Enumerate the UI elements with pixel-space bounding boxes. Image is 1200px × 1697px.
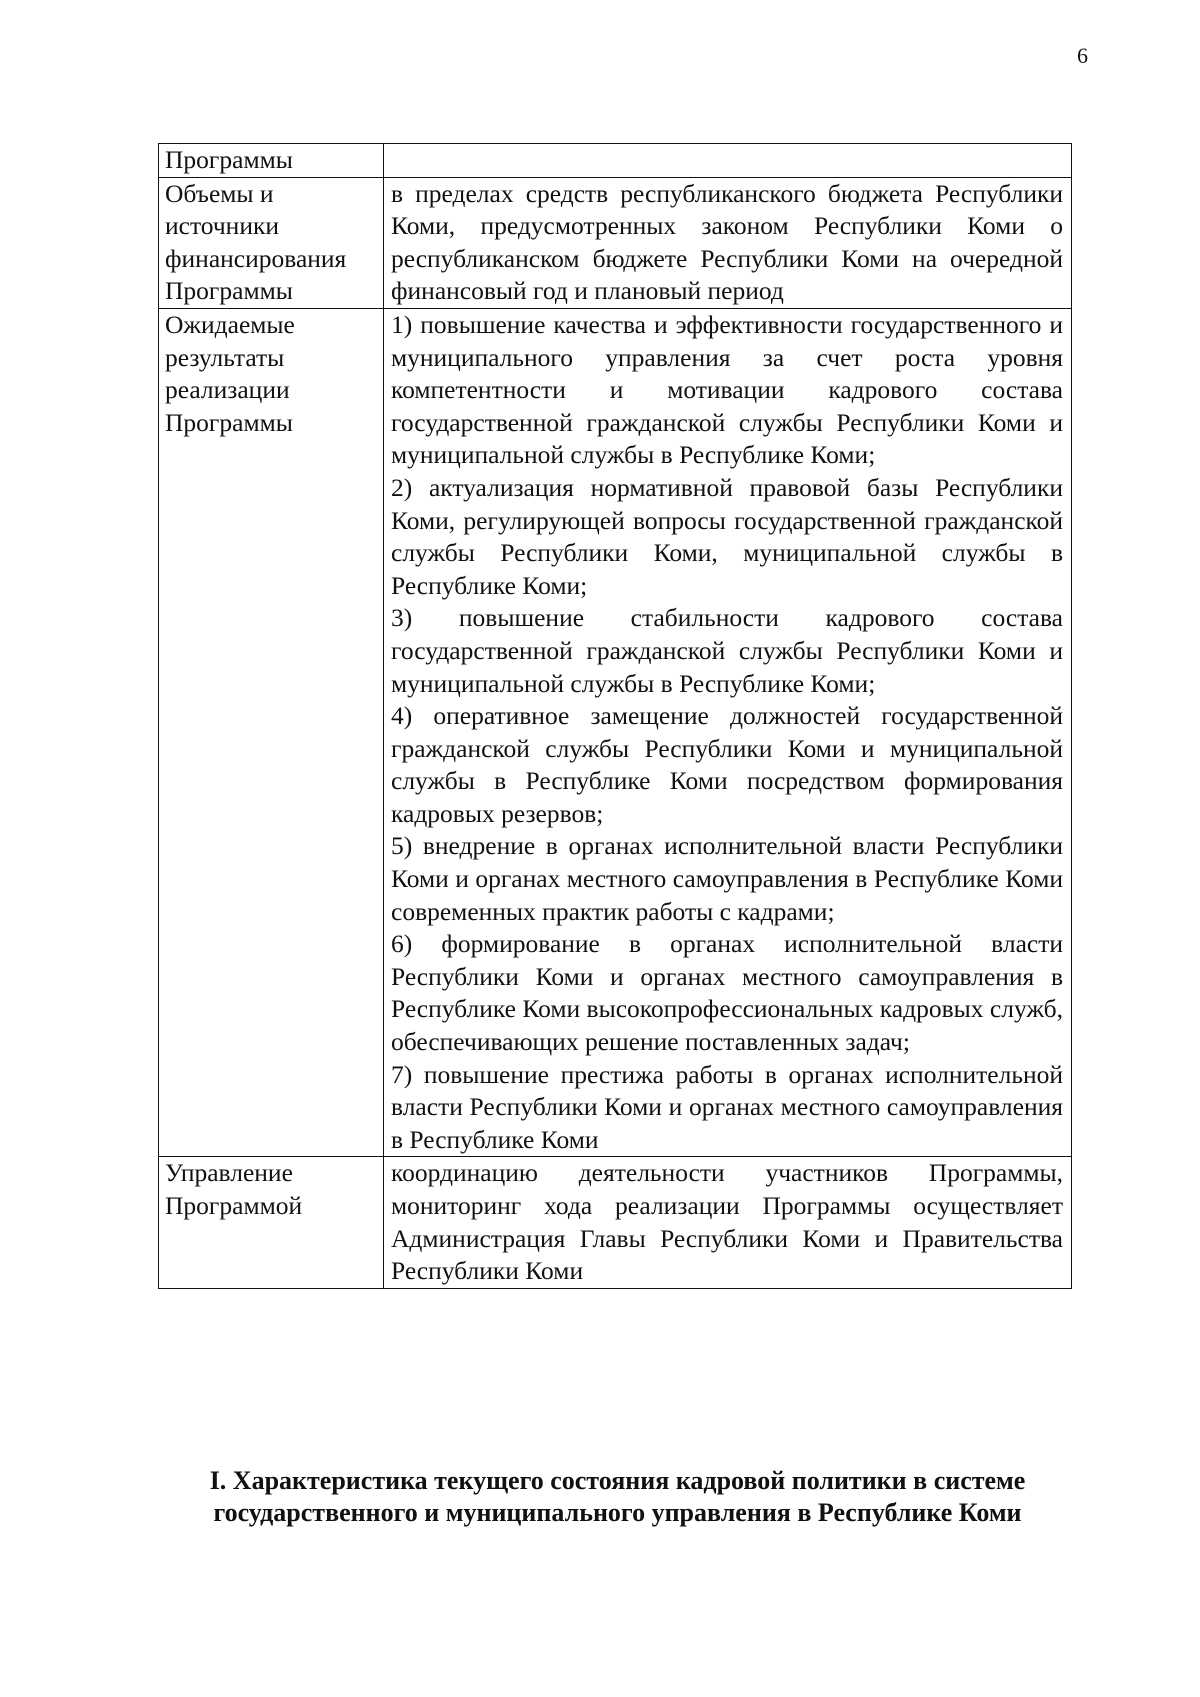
label-line: Ожидаемые (165, 309, 295, 339)
row-label (159, 144, 384, 178)
label-line: результаты (165, 342, 285, 372)
value-paragraph: 7) повышение престижа работы в органах исполнительной власти Республики Коми и органах местного самоуправления в Республике Коми (391, 1059, 1063, 1154)
row-value (384, 177, 1072, 308)
value-paragraph: в пределах средств республиканского бюджета Республики Коми, предусмотренных законом Республики Коми о республиканском бюджете Республики Коми на очередной финансовый год и плановый период (391, 178, 1063, 306)
section-heading (150, 1465, 1085, 1529)
label-line: Программы (165, 407, 293, 437)
program-passport-table (158, 143, 1072, 1289)
value-paragraph: 1) повышение качества и эффективности государственного и муниципального управления за счет роста уровня компетентности и мотивации кадрового состава государственной гражданской службы Республики Коми и муниципальной службы в Республике Коми; (391, 309, 1063, 470)
table-row (159, 177, 1072, 308)
table-row (159, 308, 1072, 1156)
value-paragraph: 6) формирование в органах исполнительной власти Республики Коми и органах местного самоуправления в Республике Коми высокопрофессиональных кадровых служб, обеспечивающих решение поставленных задач; (391, 929, 1063, 1057)
row-label (159, 1157, 384, 1288)
label-line: Программы (165, 276, 293, 306)
row-value (384, 308, 1072, 1156)
page-number: 6 (1077, 43, 1088, 68)
row-value (384, 144, 1072, 178)
value-paragraph: 2) актуализация нормативной правовой базы Республики Коми, регулирующей вопросы государственной гражданской службы Республики Коми, муниципальной службы в Республике Коми; (391, 472, 1063, 600)
label-line: источники (165, 211, 280, 241)
label-line: финансирования (165, 243, 347, 273)
value-paragraph: 4) оперативное замещение должностей государственной гражданской службы Республики Коми и муниципальной службы в Республике Коми посредством формирования кадровых резервов; (391, 701, 1063, 828)
label-line: реализации (165, 375, 290, 405)
label-line: Программы (165, 145, 293, 174)
section-heading-line: I. Характеристика текущего состояния кадровой политики в системе (209, 1466, 1026, 1495)
row-label (159, 177, 384, 308)
value-paragraph (391, 144, 1063, 177)
row-value (384, 1157, 1072, 1288)
value-paragraph: 3) повышение стабильности кадрового состава государственной гражданской службы Республики Коми и муниципальной службы в Республике Коми; (391, 603, 1063, 698)
label-line: Управление (165, 1158, 293, 1188)
table-row (159, 1157, 1072, 1288)
value-paragraph: координацию деятельности участников Программы, мониторинг хода реализации Программы осуществляет Администрация Главы Республики Коми и Правительства Республики Коми (391, 1158, 1063, 1286)
row-label (159, 308, 384, 1156)
value-paragraph: 5) внедрение в органах исполнительной власти Республики Коми и органах местного самоуправления в Республике Коми современных практик работы с кадрами; (391, 831, 1063, 926)
table-row (159, 144, 1072, 178)
label-line: Объемы и (165, 178, 274, 208)
section-heading-line: государственного и муниципального управления в Республике Коми (213, 1498, 1022, 1527)
label-line: Программой (165, 1191, 303, 1220)
